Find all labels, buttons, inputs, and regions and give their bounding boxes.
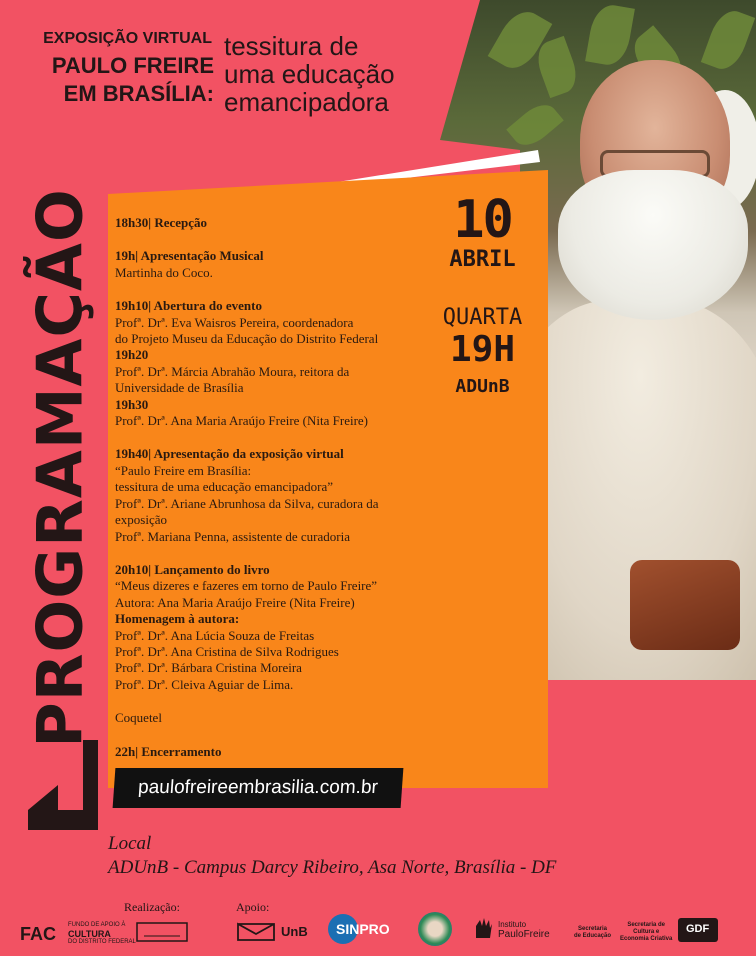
gdf-logo: GDF [686,923,710,935]
fac-logo: FAC [20,924,56,944]
exhibition-label: EXPOSIÇÃO VIRTUAL [43,30,212,47]
secretaria-educacao-logo: Secretaria de Educação [574,926,612,939]
bracket-logo-icon [28,740,98,830]
unb-mark-icon [236,922,276,942]
paulo-freire-badge-icon [418,912,452,946]
exhibition-title: PAULO FREIRE EM BRASÍLIA: [51,53,214,106]
unb-logo: UnB [281,924,308,939]
sinpro-logo: SINPRO [336,921,390,937]
program-item: 20h10| Lançamento do livro “Meus dizeres e fazeres em torno de Paulo Freire” Autora: Ana Maria Araújo Freire (Nita Freire) Homenagem à autora: Profª. Drª. Ana Lúcia Souza de Freitas Profª. Drª. Ana Cristina de Silva Rodrigues Profª. Drª. Bárbara Cristina Moreira Profª. Drª. Cleiva Aguiar de Lima. [115,561,378,692]
program-item: 18h30| Recepção [115,215,208,230]
program-item: 19h| Apresentação Musical Martinha do Coco. [115,248,264,280]
sponsor-footer [0,900,756,956]
vertical-title: PROGRAMAÇÃO [23,187,97,748]
program-list [115,215,445,777]
realizacao-label: Realização: [124,900,180,914]
date-weekday: QUARTA [442,305,523,330]
date-hour: 19H [449,329,516,370]
museu-logo-icon [136,922,188,942]
exhibition-subtitle: tessitura de uma educação emancipadora [224,31,395,117]
date-place: ADUnB [455,376,510,397]
date-day: 10 [453,190,512,250]
website-link[interactable]: paulofreireembrasilia.com.br [113,768,404,808]
fac-full-logo: FUNDO DE APOIO À CULTURA DO DISTRITO FEDERAL [68,922,136,945]
program-item: Coquetel [115,710,162,726]
program-item: 19h40| Apresentação da exposição virtual “Paulo Freire em Brasília: tessitura de uma educação emancipadora” Profª. Drª. Ariane Abrunhosa da Silva, curadora da exposição Profª. Mariana Penna, assistente de curadoria [115,446,379,544]
hand-icon [472,916,494,940]
apoio-label: Apoio: [236,900,270,914]
instituto-paulo-freire-logo: Instituto PauloFreire [498,920,550,940]
date-month: ABRIL [449,247,516,272]
program-item: 19h10| Abertura do evento Profª. Drª. Eva Waisros Pereira, coordenadora do Projeto Museu da Educação do Distrito Federal 19h20 Profª. Drª. Márcia Abrahão Moura, reitora da Universidade de Brasília 19h30 Profª. Drª. Ana Maria Araújo Freire (Nita Freire) [115,298,379,429]
program-item: 22h| Encerramento [115,743,222,759]
secretaria-cultura-logo: Secretaria de Cultura e Economia Criativa [620,922,673,942]
event-date [430,192,535,397]
location-label: Local [108,833,152,854]
location-address: ADUnB - Campus Darcy Ribeiro, Asa Norte, Brasília - DF [108,857,557,878]
